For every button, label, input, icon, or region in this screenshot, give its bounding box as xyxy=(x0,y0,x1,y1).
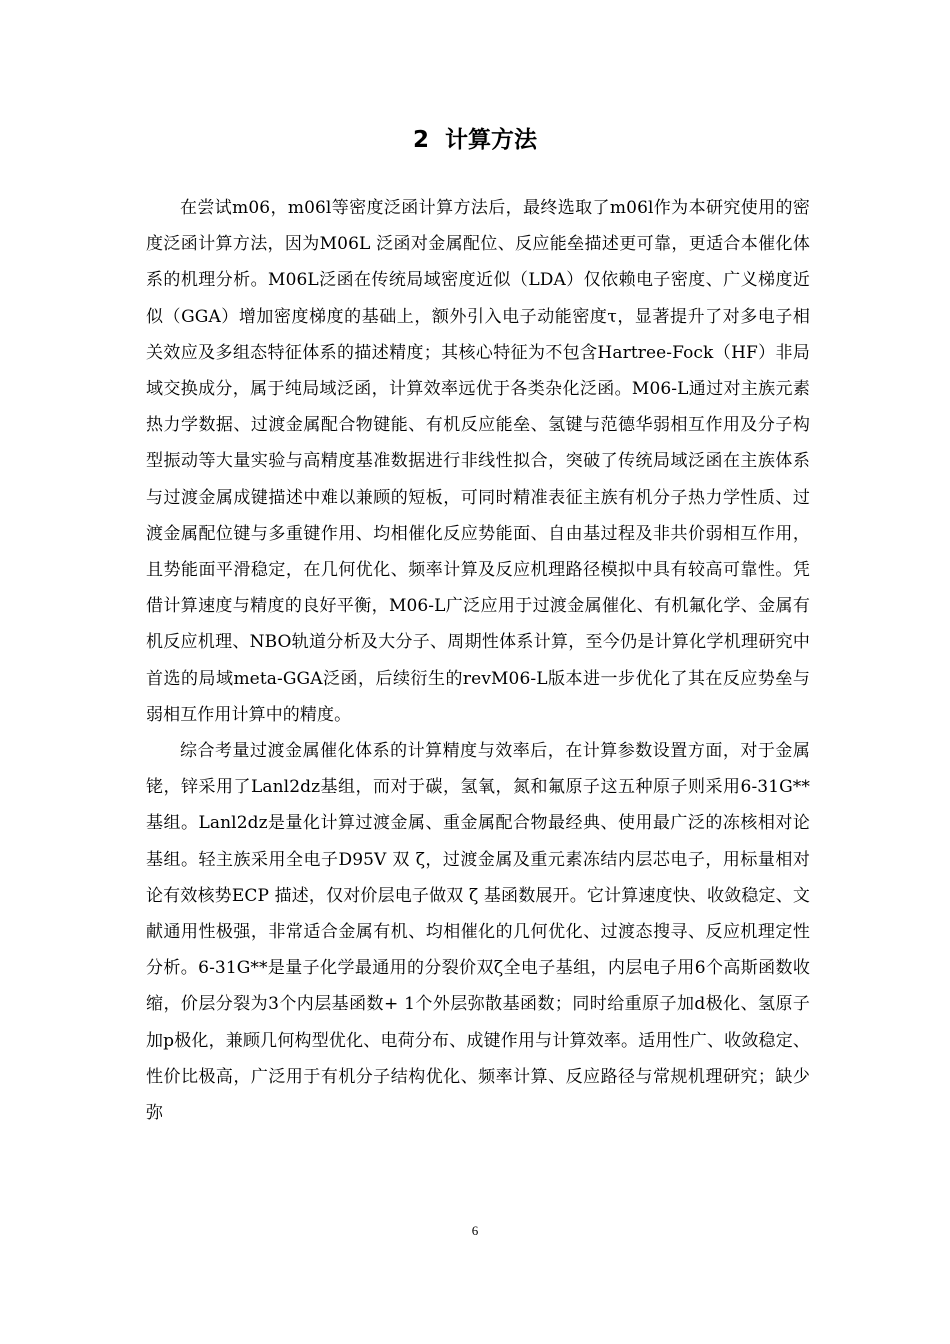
paragraph-1: 在尝试m06，m06l等密度泛函计算方法后，最终选取了m06l作为本研究使用的密度泛函计算方法，因为M06L 泛函对金属配位、反应能垒描述更可靠，更适合本催化体系的机理分析。M06L泛函在传统局域密度近似（LDA）仅依赖电子密度、广义梯度近似（GGA）增加密度梯度的基础上，额外引入电子动能密度τ，显著提升了对多电子相关效应及多组态特征体系的描述精度；其核心特征为不包含Hartree-Fock（HF）非局域交换成分，属于纯局域泛函，计算效率远优于各类杂化泛函。M06-L通过对主族元素热力学数据、过渡金属配合物键能、有机反应能垒、氢键与范德华弱相互作用及分子构型振动等大量实验与高精度基准数据进行非线性拟合，突破了传统局域泛函在主族体系与过渡金属成键描述中难以兼顾的短板，可同时精准表征主族有机分子热力学性质、过渡金属配位键与多重键作用、均相催化反应势能面、自由基过程及非共价弱相互作用，且势能面平滑稳定，在几何优化、频率计算及反应机理路径模拟中具有较高可靠性。凭借计算速度与精度的良好平衡，M06-L广泛应用于过渡金属催化、有机氟化学、金属有机反应机理、NBO轨道分析及大分子、周期性体系计算，至今仍是计算化学机理研究中首选的局域meta-GGA泛函，后续衍生的revM06-L版本进一步优化了其在反应势垒与弱相互作用计算中的精度。 xyxy=(146,198,810,725)
page-number: 6 xyxy=(471,1223,479,1238)
paragraph-2: 综合考量过渡金属催化体系的计算精度与效率后，在计算参数设置方面，对于金属铑，锌采用了Lanl2dz基组，而对于碳，氢氧，氮和氟原子这五种原子则采用6-31G**基组。Lanl2dz是量化计算过渡金属、重金属配合物最经典、使用最广泛的冻核相对论基组。轻主族采用全电子D95V 双 ζ，过渡金属及重元素冻结内层芯电子，用标量相对论有效核势ECP 描述，仅对价层电子做双 ζ 基函数展开。它计算速度快、收敛稳定、文献通用性极强，非常适合金属有机、均相催化的几何优化、过渡态搜寻、反应机理定性分析。6-31G**是量子化学最通用的分裂价双ζ全电子基组，内层电子用6个高斯函数收缩，价层分裂为3个内层基函数+ 1个外层弥散基函数；同时给重原子加d极化、氢原子加p极化，兼顾几何构型优化、电荷分布、成键作用与计算效率。适用性广、收敛稳定、性价比极高，广泛用于有机分子结构优化、频率计算、反应路径与常规机理研究；缺少弥 xyxy=(146,741,810,1124)
section-title: 2 计算方法 xyxy=(412,127,538,153)
body-text xyxy=(146,190,810,1131)
